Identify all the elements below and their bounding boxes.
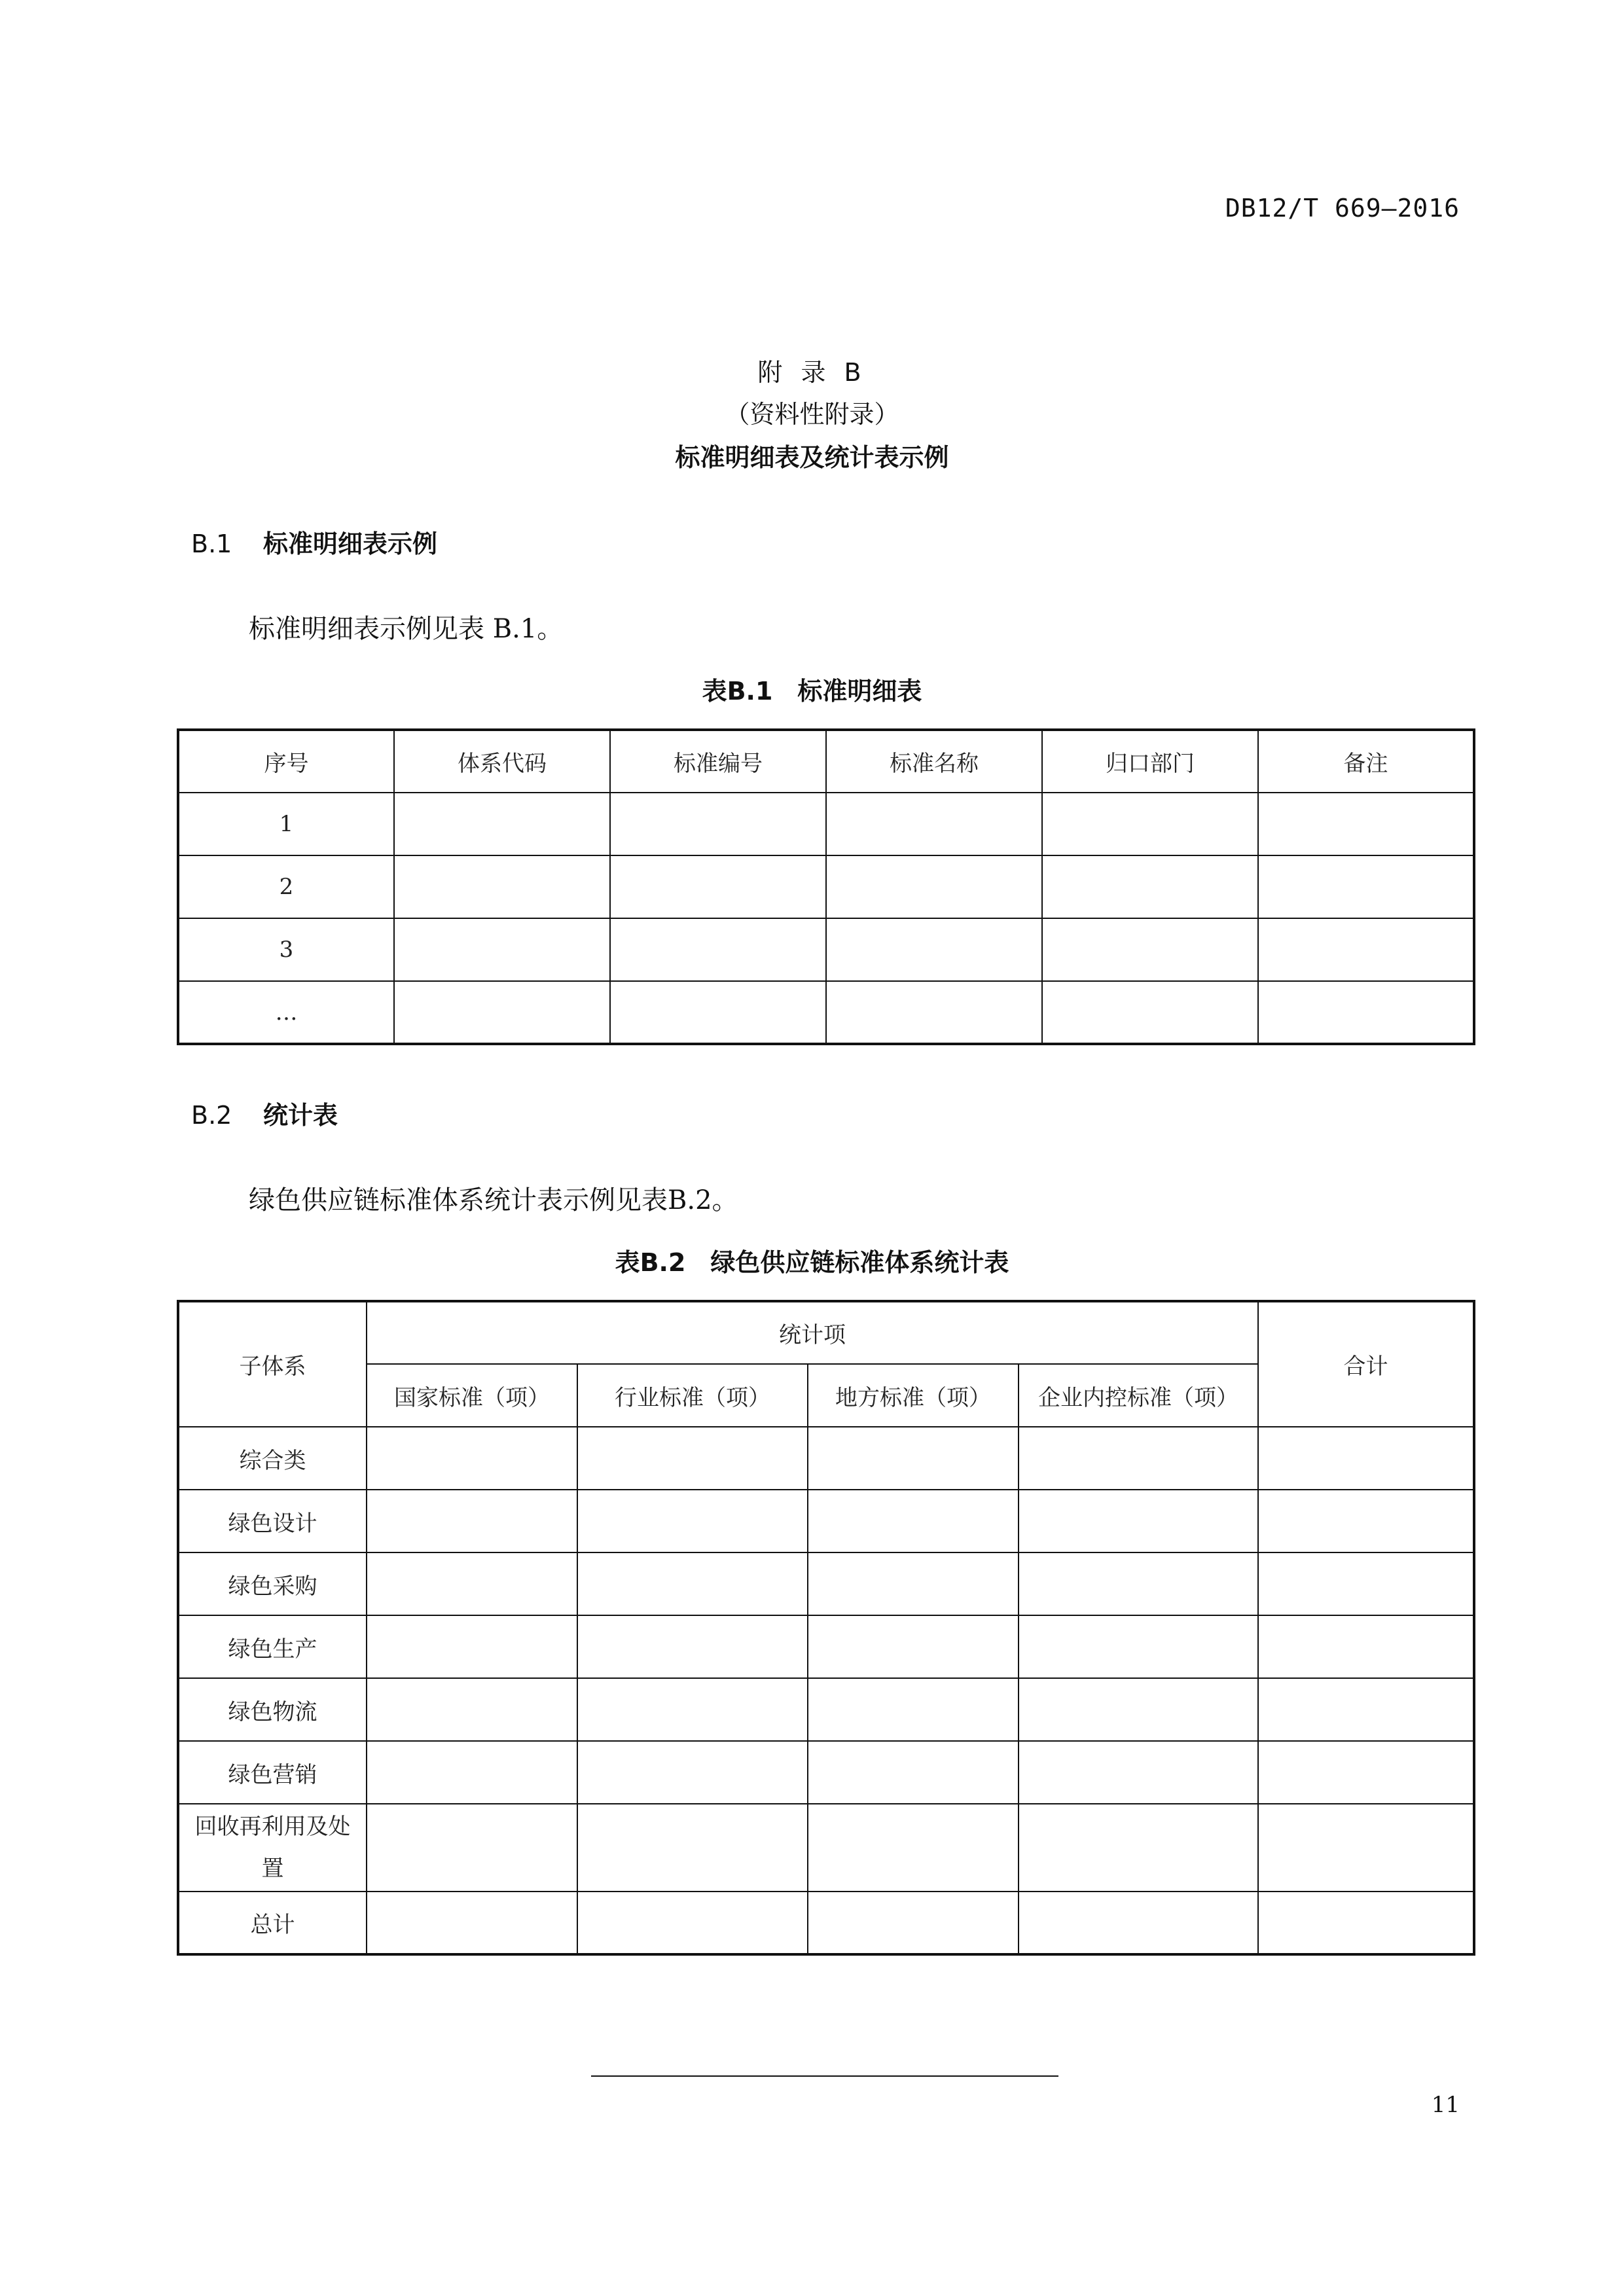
table-cell xyxy=(577,1552,808,1615)
row-label: 总计 xyxy=(178,1892,367,1954)
page-number: 11 xyxy=(1431,2092,1460,2118)
section-b2-title: 统计表 xyxy=(263,1101,338,1130)
table-cell xyxy=(610,918,826,981)
table-cell xyxy=(394,855,610,918)
table-cell xyxy=(1042,793,1258,855)
table-cell xyxy=(826,918,1042,981)
table-row xyxy=(178,1804,1474,1892)
table-cell xyxy=(1258,1490,1474,1552)
table-cell xyxy=(367,1892,577,1954)
table-b1-header-cell: 体系代码 xyxy=(394,730,610,793)
table-cell xyxy=(577,1804,808,1892)
table-cell xyxy=(1019,1678,1258,1741)
table-b1-caption: 表B.1 标准明细表 xyxy=(702,677,922,706)
section-b1-title: 标准明细表示例 xyxy=(263,529,438,558)
table-cell xyxy=(1258,1741,1474,1804)
section-b1-number: B.1 xyxy=(191,529,232,558)
table-row xyxy=(178,1490,1474,1552)
appendix-type: （资料性附录） xyxy=(725,400,899,429)
table-cell xyxy=(610,981,826,1044)
appendix-title: 附 录 B xyxy=(757,358,867,387)
row-label: 绿色生产 xyxy=(178,1615,367,1678)
table-row xyxy=(178,855,1474,918)
table-cell xyxy=(1042,855,1258,918)
table-row xyxy=(178,1741,1474,1804)
table-cell: 3 xyxy=(178,918,394,981)
table-b1-header-cell: 序号 xyxy=(178,730,394,793)
table-cell xyxy=(367,1741,577,1804)
table-cell xyxy=(1258,1892,1474,1954)
table-cell xyxy=(367,1427,577,1490)
table-cell xyxy=(1019,1490,1258,1552)
table-cell xyxy=(367,1552,577,1615)
table-cell xyxy=(577,1892,808,1954)
table-cell xyxy=(394,981,610,1044)
table-cell xyxy=(808,1490,1019,1552)
table-cell: … xyxy=(178,981,394,1044)
table-cell xyxy=(1042,918,1258,981)
table-cell xyxy=(577,1741,808,1804)
table-row xyxy=(178,1615,1474,1678)
table-row xyxy=(178,1892,1474,1954)
section-b2-heading xyxy=(191,1095,338,1131)
table-cell xyxy=(1019,1552,1258,1615)
table-cell xyxy=(826,855,1042,918)
table-cell xyxy=(808,1427,1019,1490)
table-cell xyxy=(367,1615,577,1678)
table-row xyxy=(178,1678,1474,1741)
table-cell: 1 xyxy=(178,793,394,855)
table-cell xyxy=(577,1427,808,1490)
table-row xyxy=(178,1552,1474,1615)
table-b2 xyxy=(177,1300,1475,1956)
table-b2-total-header: 合计 xyxy=(1258,1301,1474,1427)
table-b2-header-row xyxy=(178,1301,1474,1364)
table-cell xyxy=(577,1490,808,1552)
table-b2-caption: 表B.2 绿色供应链标准体系统计表 xyxy=(615,1248,1009,1277)
table-b1-header-row xyxy=(178,730,1474,793)
table-cell xyxy=(577,1678,808,1741)
table-b1-header-cell: 归口部门 xyxy=(1042,730,1258,793)
table-cell xyxy=(610,793,826,855)
table-cell xyxy=(1258,1615,1474,1678)
row-label: 综合类 xyxy=(178,1427,367,1490)
table-b2-subheader-cell: 地方标准（项） xyxy=(808,1364,1019,1427)
table-cell xyxy=(1258,793,1474,855)
table-row xyxy=(178,793,1474,855)
row-label: 绿色采购 xyxy=(178,1552,367,1615)
table-cell xyxy=(367,1490,577,1552)
table-cell xyxy=(808,1615,1019,1678)
table-cell xyxy=(826,793,1042,855)
table-b1-header-cell: 标准名称 xyxy=(826,730,1042,793)
table-cell xyxy=(1019,1892,1258,1954)
footer-rule xyxy=(591,2075,1058,2077)
table-cell xyxy=(826,981,1042,1044)
table-cell xyxy=(808,1892,1019,1954)
table-cell xyxy=(808,1552,1019,1615)
table-cell xyxy=(1019,1804,1258,1892)
table-cell: 2 xyxy=(178,855,394,918)
table-cell xyxy=(1258,855,1474,918)
table-cell xyxy=(1019,1741,1258,1804)
table-row xyxy=(178,981,1474,1044)
row-label: 绿色物流 xyxy=(178,1678,367,1741)
table-cell xyxy=(808,1804,1019,1892)
table-b1-header-cell: 标准编号 xyxy=(610,730,826,793)
appendix-name: 标准明细表及统计表示例 xyxy=(675,443,949,472)
section-b2-number: B.2 xyxy=(191,1101,232,1130)
table-b2-group-header: 统计项 xyxy=(367,1301,1258,1364)
section-b2-paragraph: 绿色供应链标准体系统计表示例见表B.2。 xyxy=(249,1185,738,1215)
table-cell xyxy=(367,1804,577,1892)
table-cell xyxy=(808,1678,1019,1741)
table-row xyxy=(178,918,1474,981)
table-b2-subheader-cell: 国家标准（项） xyxy=(367,1364,577,1427)
table-b1 xyxy=(177,728,1475,1045)
table-cell xyxy=(394,793,610,855)
section-b1-heading xyxy=(191,524,437,560)
row-label: 绿色营销 xyxy=(178,1741,367,1804)
table-b2-subheader-cell: 企业内控标准（项） xyxy=(1019,1364,1258,1427)
table-cell xyxy=(1258,1804,1474,1892)
table-cell xyxy=(1258,1678,1474,1741)
table-b2-subsystem-header: 子体系 xyxy=(178,1301,367,1427)
table-b2-subheader-cell: 行业标准（项） xyxy=(577,1364,808,1427)
table-cell xyxy=(394,918,610,981)
table-cell xyxy=(1019,1427,1258,1490)
table-cell xyxy=(1258,981,1474,1044)
row-label: 回收再利用及处置 xyxy=(178,1804,367,1892)
table-cell xyxy=(577,1615,808,1678)
row-label: 绿色设计 xyxy=(178,1490,367,1552)
table-cell xyxy=(1042,981,1258,1044)
table-cell xyxy=(367,1678,577,1741)
table-cell xyxy=(1258,918,1474,981)
section-b1-paragraph: 标准明细表示例见表 B.1。 xyxy=(249,614,564,644)
table-cell xyxy=(610,855,826,918)
table-cell xyxy=(1258,1427,1474,1490)
table-cell xyxy=(1258,1552,1474,1615)
table-cell xyxy=(808,1741,1019,1804)
table-row xyxy=(178,1427,1474,1490)
table-b1-header-cell: 备注 xyxy=(1258,730,1474,793)
standard-code: DB12/T 669—2016 xyxy=(1225,194,1460,223)
table-cell xyxy=(1019,1615,1258,1678)
